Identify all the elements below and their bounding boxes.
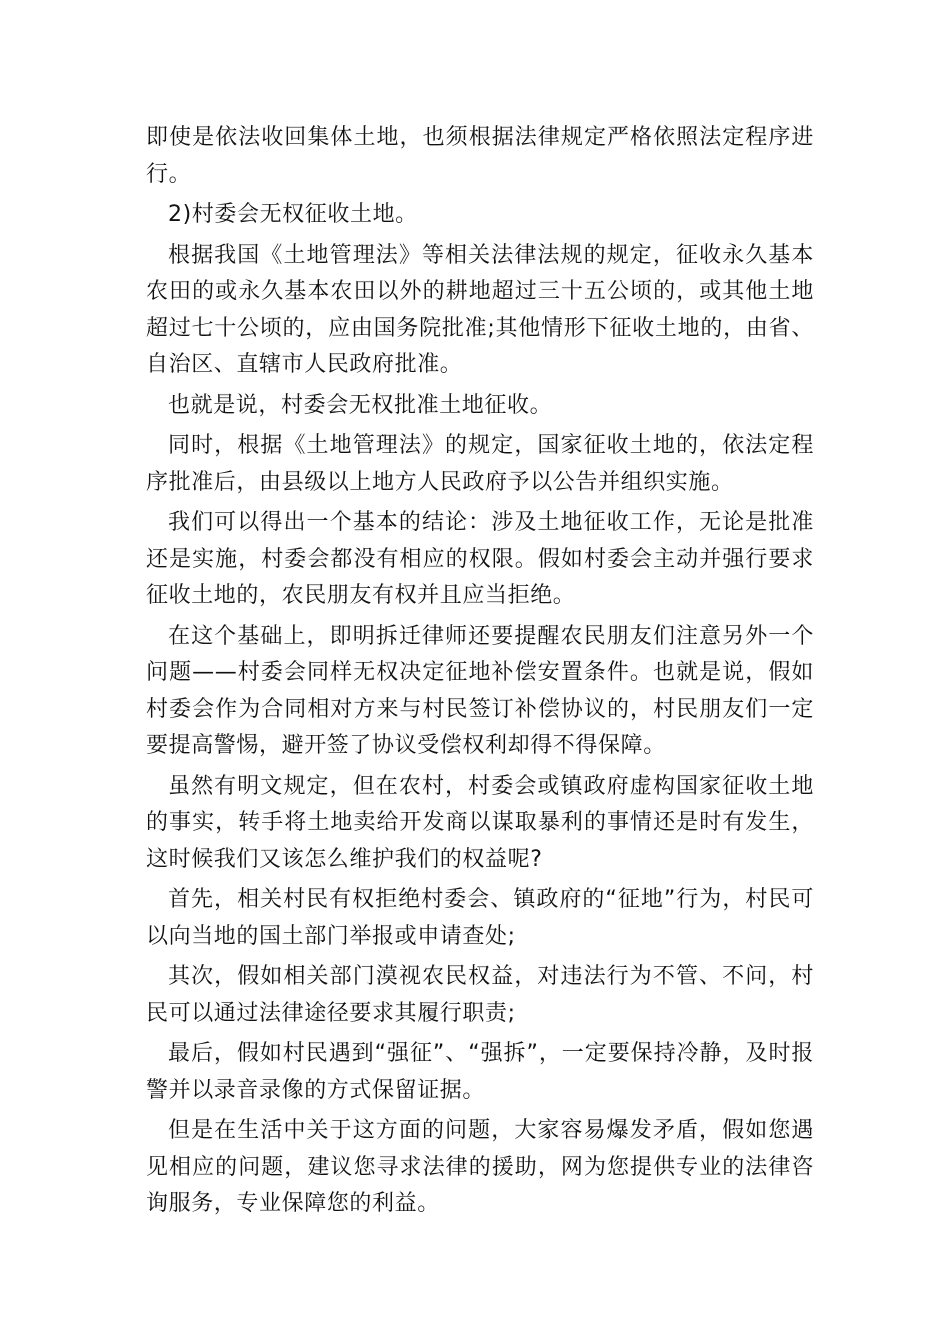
paragraph: 虽然有明文规定，但在农村，村委会或镇政府虚构国家征收土地的事实，转手将土地卖给开发商以谋取暴利的事情还是时有发生，这时候我们又该怎么维护我们的权益呢?: [146, 773, 814, 872]
paragraph: 也就是说，村委会无权批准土地征收。: [168, 392, 553, 418]
paragraph: 但是在生活中关于这方面的问题，大家容易爆发矛盾，假如您遇见相应的问题，建议您寻求法律的援助，网为您提供专业的法律咨询服务，专业保障您的利益。: [146, 1118, 814, 1216]
paragraph: 我们可以得出一个基本的结论：涉及土地征收工作，无论是批准还是实施，村委会都没有相应的权限。假如村委会主动并强行要求征收土地的，农民朋友有权并且应当拒绝。: [146, 510, 814, 608]
paragraph-heading-2: 2)村委会无权征收土地。: [168, 202, 418, 227]
paragraph: 同时，根据《土地管理法》的规定，国家征收土地的，依法定程序批准后，由县级以上地方人民政府予以公告并组织实施。: [146, 433, 814, 495]
paragraph: 在这个基础上，即明拆迁律师还要提醒农民朋友们注意另外一个问题——村委会同样无权决定征地补偿安置条件。也就是说，假如村委会作为合同相对方来与村民签订补偿协议的，村民朋友们一定要提高警惕，避开签了协议受偿权利却得不得保障。: [146, 623, 814, 758]
paragraph-continued: 即使是依法收回集体土地，也须根据法律规定严格依照法定程序进行。: [146, 125, 814, 187]
document-body: [146, 120, 814, 1227]
paragraph: 根据我国《土地管理法》等相关法律法规的规定，征收永久基本农田的或永久基本农田以外的耕地超过三十五公顷的，或其他土地超过七十公顷的，应由国务院批准;其他情形下征收土地的，由省、自治区、直辖市人民政府批准。: [146, 242, 814, 377]
paragraph: 最后，假如村民遇到“强征”、“强拆”，一定要保持冷静，及时报警并以录音录像的方式保留证据。: [146, 1041, 814, 1103]
paragraph: 首先，相关村民有权拒绝村委会、镇政府的“征地”行为，村民可以向当地的国土部门举报或申请查处;: [146, 887, 814, 949]
paragraph: 其次，假如相关部门漠视农民权益，对违法行为不管、不问，村民可以通过法律途径要求其履行职责;: [146, 964, 814, 1026]
